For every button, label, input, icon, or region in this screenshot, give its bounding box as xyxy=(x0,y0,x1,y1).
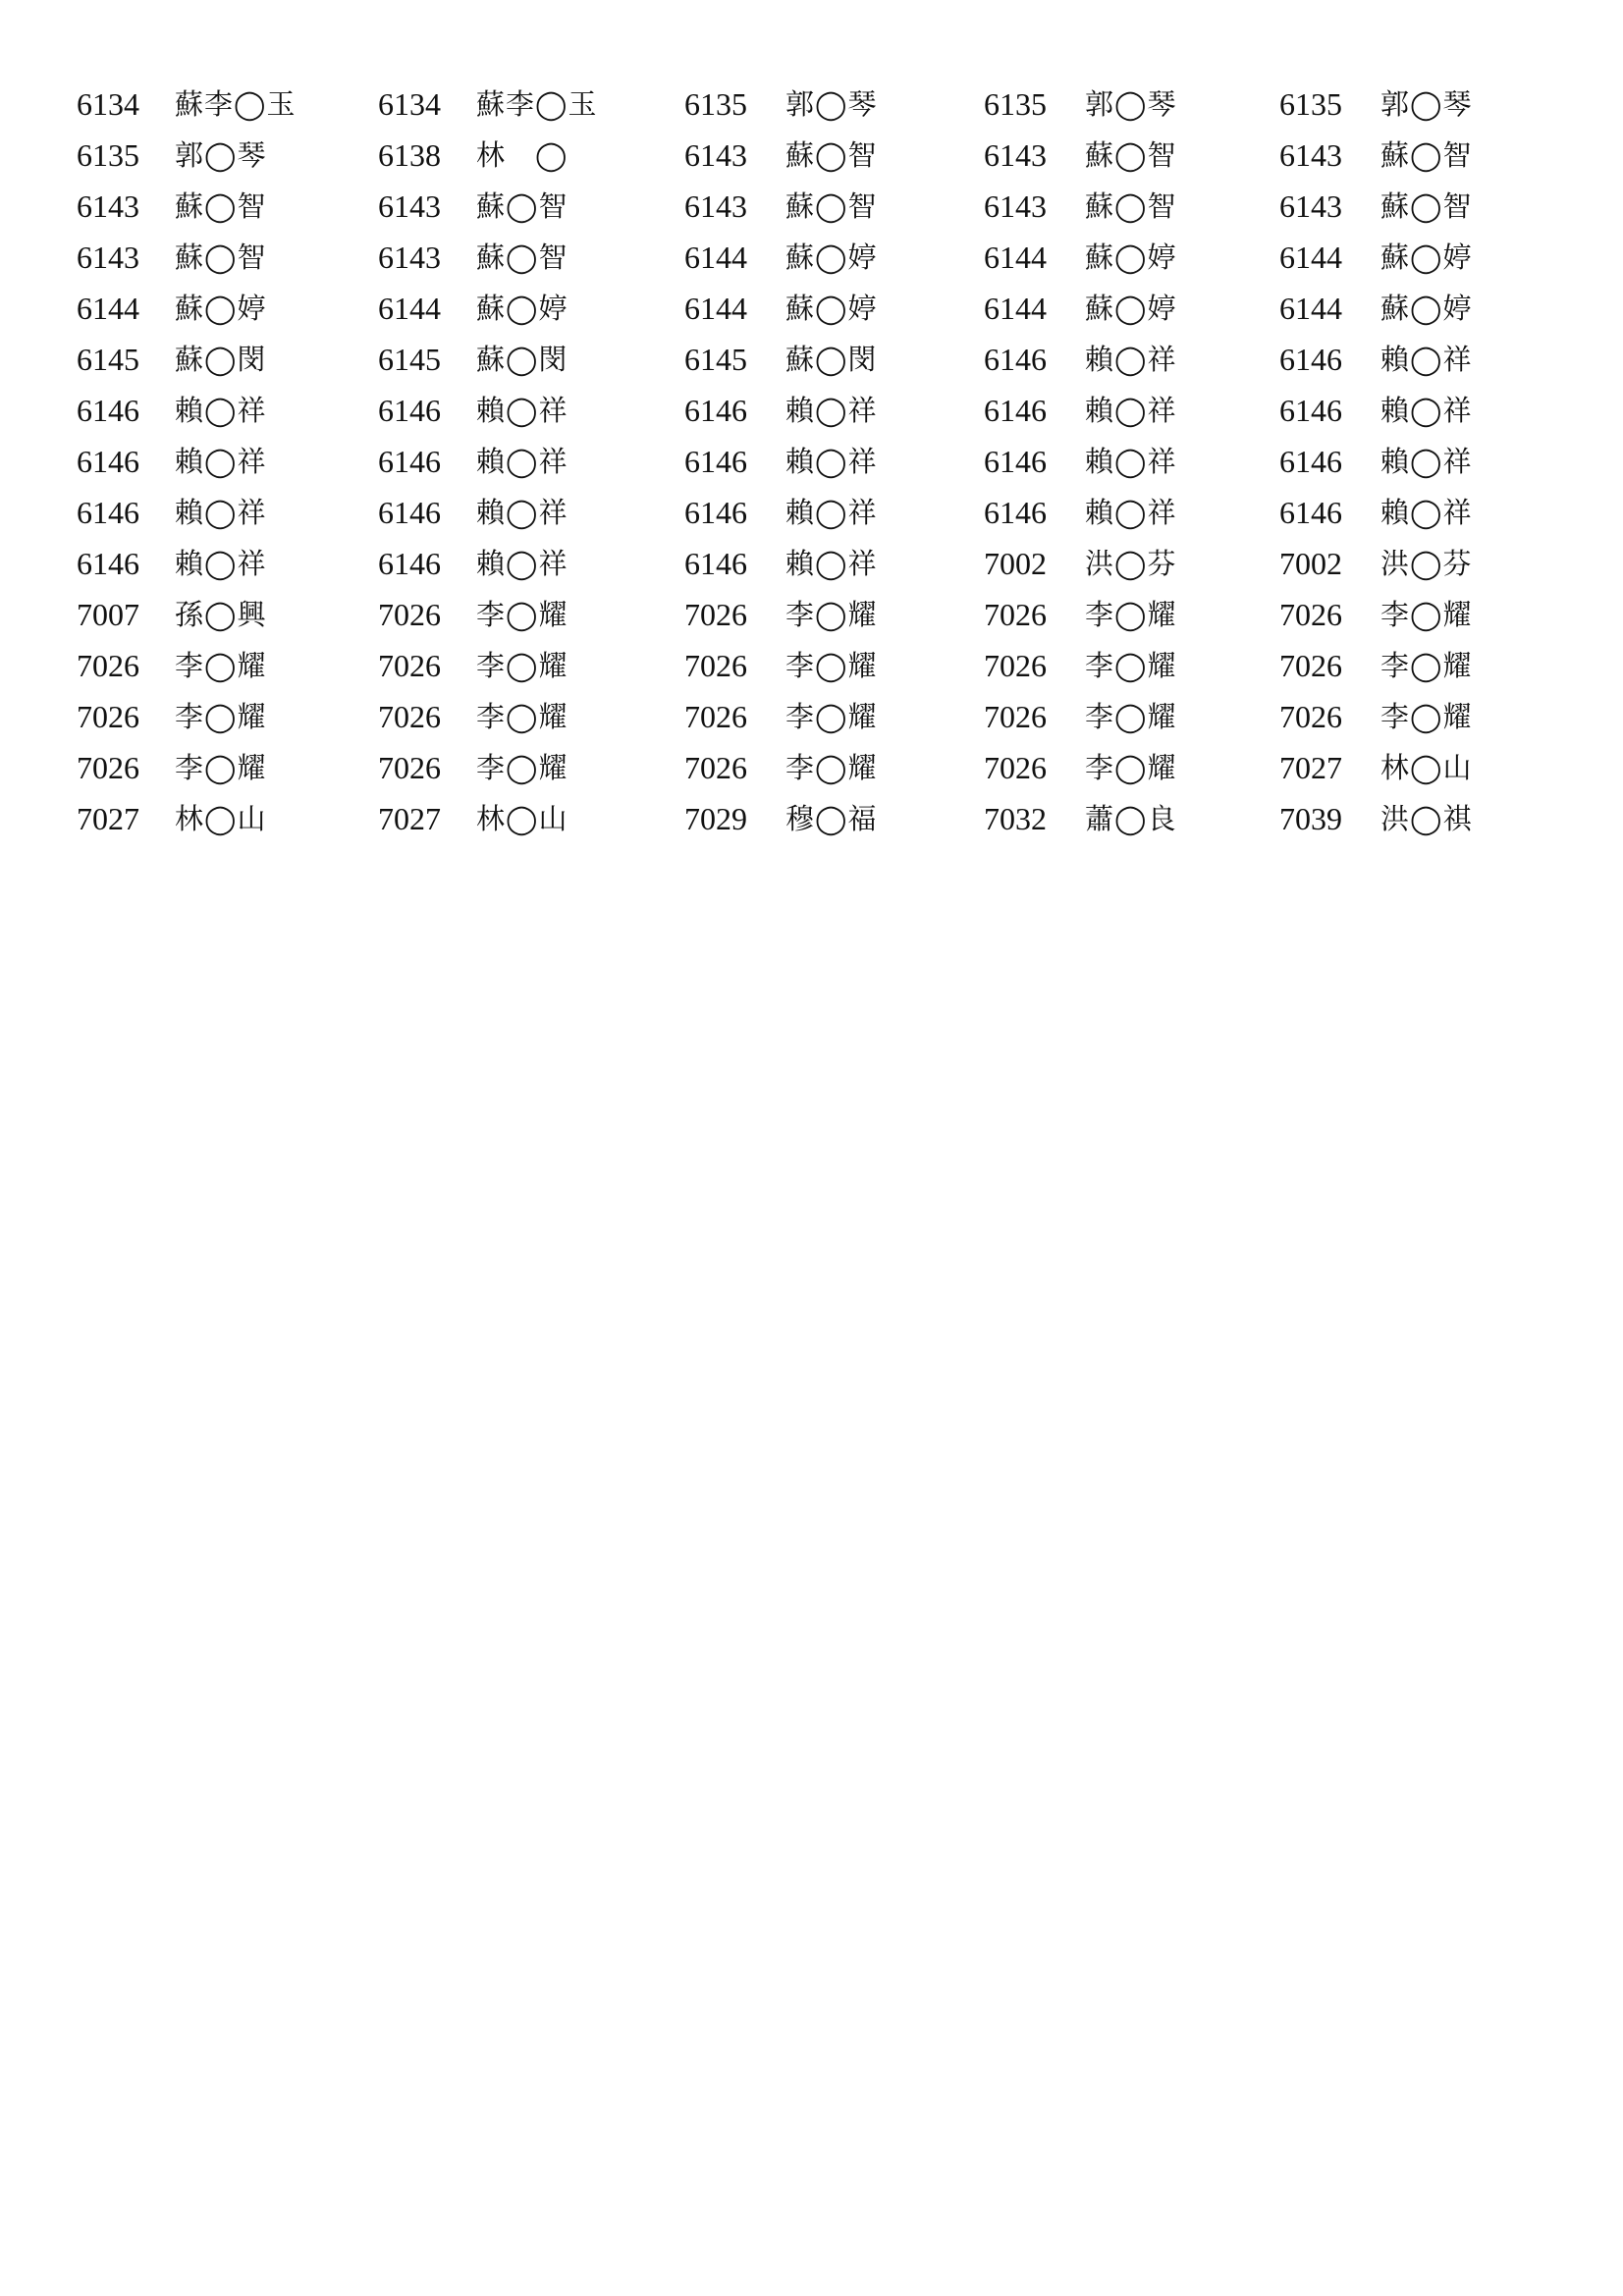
list-item xyxy=(77,232,378,283)
list-item xyxy=(1279,487,1476,538)
entry-number: 7026 xyxy=(984,699,1047,734)
list-item xyxy=(1279,181,1476,232)
entry-name: 賴◯祥 xyxy=(785,547,878,580)
list-item xyxy=(378,589,684,640)
entry-number: 6146 xyxy=(378,393,441,428)
entry-number: 7026 xyxy=(1279,597,1342,632)
entry-number: 7026 xyxy=(77,750,139,785)
entry-number: 6146 xyxy=(1279,393,1342,428)
entry-name: 李◯耀 xyxy=(175,751,267,784)
entry-name: 李◯耀 xyxy=(1085,751,1177,784)
entry-number: 7002 xyxy=(984,546,1047,581)
entry-number: 6144 xyxy=(984,291,1047,326)
entry-number: 6144 xyxy=(1279,240,1342,275)
entry-number: 6138 xyxy=(378,137,441,173)
entry-name: 蘇◯婷 xyxy=(1380,292,1473,325)
entry-number: 7026 xyxy=(684,750,747,785)
list-item xyxy=(984,436,1279,487)
list-item xyxy=(1279,385,1476,436)
entry-number: 6135 xyxy=(77,137,139,173)
list-item xyxy=(378,538,684,589)
list-item xyxy=(378,130,684,181)
list-item xyxy=(378,640,684,691)
entry-number: 6145 xyxy=(77,342,139,377)
entry-number: 6135 xyxy=(1279,86,1342,122)
list-item xyxy=(77,742,378,793)
entry-name: 賴◯祥 xyxy=(785,394,878,427)
list-item xyxy=(378,691,684,742)
entry-name: 賴◯祥 xyxy=(175,547,267,580)
entry-number: 7029 xyxy=(684,801,747,836)
entry-name: 蘇◯智 xyxy=(175,240,267,274)
list-item xyxy=(684,640,984,691)
entry-number: 7026 xyxy=(684,699,747,734)
entry-name: 蘇◯智 xyxy=(1380,189,1473,223)
list-item xyxy=(77,691,378,742)
entry-name: 蘇◯婷 xyxy=(476,292,568,325)
list-item xyxy=(77,385,378,436)
list-item xyxy=(1279,640,1476,691)
list-item xyxy=(1279,538,1476,589)
list-item xyxy=(77,181,378,232)
list-item xyxy=(984,79,1279,130)
entry-number: 7026 xyxy=(378,750,441,785)
entry-name: 蘇◯婷 xyxy=(785,240,878,274)
entry-number: 6143 xyxy=(378,188,441,224)
entry-number: 6146 xyxy=(684,546,747,581)
entry-name: 李◯耀 xyxy=(1380,649,1473,682)
list-item xyxy=(984,232,1279,283)
entry-number: 6143 xyxy=(984,137,1047,173)
entry-name: 蘇◯智 xyxy=(476,189,568,223)
entry-number: 7026 xyxy=(77,648,139,683)
entry-number: 6146 xyxy=(984,444,1047,479)
entry-name: 李◯耀 xyxy=(785,700,878,733)
entry-name: 洪◯祺 xyxy=(1380,802,1473,835)
entry-name: 賴◯祥 xyxy=(175,445,267,478)
entry-name: 李◯耀 xyxy=(476,598,568,631)
entry-name: 李◯耀 xyxy=(785,598,878,631)
entry-name: 李◯耀 xyxy=(1085,649,1177,682)
entry-name: 林 ◯ xyxy=(476,138,568,172)
entry-number: 6144 xyxy=(984,240,1047,275)
list-item xyxy=(684,742,984,793)
entry-name: 賴◯祥 xyxy=(175,496,267,529)
entry-number: 6146 xyxy=(684,495,747,530)
list-item xyxy=(1279,79,1476,130)
entry-number: 7026 xyxy=(1279,648,1342,683)
entry-name: 賴◯祥 xyxy=(1380,445,1473,478)
list-item xyxy=(984,487,1279,538)
entry-number: 6143 xyxy=(984,188,1047,224)
list-item xyxy=(378,232,684,283)
entry-number: 7027 xyxy=(378,801,441,836)
entry-number: 6145 xyxy=(684,342,747,377)
entry-name: 蘇◯智 xyxy=(1085,189,1177,223)
entry-name: 賴◯祥 xyxy=(476,394,568,427)
list-item xyxy=(984,691,1279,742)
list-item xyxy=(684,589,984,640)
entry-number: 6146 xyxy=(1279,342,1342,377)
list-item xyxy=(378,79,684,130)
entry-name: 蘇◯婷 xyxy=(1085,292,1177,325)
entry-name: 蘇◯婷 xyxy=(1380,240,1473,274)
list-item xyxy=(77,487,378,538)
list-item xyxy=(378,487,684,538)
entry-number: 6144 xyxy=(684,291,747,326)
list-item xyxy=(1279,742,1476,793)
entry-name: 蘇◯智 xyxy=(785,189,878,223)
list-item xyxy=(1279,283,1476,334)
entry-number: 6146 xyxy=(984,342,1047,377)
entry-number: 7026 xyxy=(378,648,441,683)
entry-number: 6146 xyxy=(378,495,441,530)
entry-name: 林◯山 xyxy=(175,802,267,835)
list-item xyxy=(1279,436,1476,487)
entry-number: 6143 xyxy=(77,240,139,275)
entry-number: 6146 xyxy=(1279,495,1342,530)
list-item xyxy=(984,742,1279,793)
entry-number: 6144 xyxy=(1279,291,1342,326)
entry-number: 7026 xyxy=(77,699,139,734)
entry-name: 蘇◯智 xyxy=(476,240,568,274)
entry-number: 6134 xyxy=(77,86,139,122)
entry-name: 蘇◯閔 xyxy=(785,343,878,376)
entry-number: 7026 xyxy=(684,597,747,632)
entry-name: 賴◯祥 xyxy=(1380,343,1473,376)
entry-name: 賴◯祥 xyxy=(175,394,267,427)
entry-number: 6143 xyxy=(684,137,747,173)
entry-name: 蘇◯智 xyxy=(1380,138,1473,172)
entry-name: 蘇◯智 xyxy=(1085,138,1177,172)
name-list xyxy=(77,79,1549,844)
entry-name: 蘇◯閔 xyxy=(476,343,568,376)
list-item xyxy=(77,436,378,487)
entry-number: 6143 xyxy=(1279,188,1342,224)
entry-number: 7026 xyxy=(684,648,747,683)
list-item xyxy=(77,283,378,334)
entry-number: 7026 xyxy=(984,597,1047,632)
entry-name: 賴◯祥 xyxy=(1085,445,1177,478)
entry-number: 6135 xyxy=(684,86,747,122)
list-item xyxy=(1279,130,1476,181)
entry-number: 7026 xyxy=(984,648,1047,683)
entry-number: 6146 xyxy=(684,393,747,428)
list-item xyxy=(684,436,984,487)
entry-name: 李◯耀 xyxy=(785,751,878,784)
entry-name: 蘇◯婷 xyxy=(1085,240,1177,274)
entry-number: 7026 xyxy=(378,597,441,632)
list-item xyxy=(378,742,684,793)
list-item xyxy=(1279,793,1476,844)
entry-name: 賴◯祥 xyxy=(476,496,568,529)
entry-number: 6146 xyxy=(378,444,441,479)
entry-number: 6144 xyxy=(77,291,139,326)
entry-number: 7026 xyxy=(1279,699,1342,734)
entry-name: 洪◯芬 xyxy=(1380,547,1473,580)
entry-name: 郭◯琴 xyxy=(175,138,267,172)
list-item xyxy=(77,589,378,640)
list-item xyxy=(77,79,378,130)
entry-name: 郭◯琴 xyxy=(785,87,878,121)
entry-number: 7026 xyxy=(984,750,1047,785)
entry-number: 6143 xyxy=(77,188,139,224)
entry-name: 林◯山 xyxy=(476,802,568,835)
entry-number: 7032 xyxy=(984,801,1047,836)
list-item xyxy=(378,283,684,334)
entry-name: 賴◯祥 xyxy=(1085,343,1177,376)
list-item xyxy=(684,283,984,334)
list-item xyxy=(684,334,984,385)
entry-name: 賴◯祥 xyxy=(1380,496,1473,529)
entry-number: 7002 xyxy=(1279,546,1342,581)
list-item xyxy=(684,691,984,742)
entry-name: 李◯耀 xyxy=(476,649,568,682)
entry-name: 賴◯祥 xyxy=(476,445,568,478)
list-item xyxy=(984,181,1279,232)
entry-number: 7027 xyxy=(77,801,139,836)
entry-number: 7039 xyxy=(1279,801,1342,836)
entry-name: 李◯耀 xyxy=(1380,700,1473,733)
list-item xyxy=(984,385,1279,436)
list-item xyxy=(684,232,984,283)
entry-number: 6146 xyxy=(77,546,139,581)
entry-name: 李◯耀 xyxy=(175,700,267,733)
entry-number: 6146 xyxy=(1279,444,1342,479)
list-item xyxy=(1279,691,1476,742)
entry-number: 6143 xyxy=(684,188,747,224)
entry-name: 李◯耀 xyxy=(476,700,568,733)
entry-number: 6146 xyxy=(378,546,441,581)
entry-name: 蕭◯良 xyxy=(1085,802,1177,835)
list-item xyxy=(378,334,684,385)
entry-number: 6143 xyxy=(1279,137,1342,173)
list-item xyxy=(984,283,1279,334)
list-item xyxy=(684,130,984,181)
entry-name: 蘇◯智 xyxy=(785,138,878,172)
entry-number: 6146 xyxy=(77,444,139,479)
entry-number: 6144 xyxy=(684,240,747,275)
list-item xyxy=(378,793,684,844)
list-item xyxy=(984,130,1279,181)
entry-name: 賴◯祥 xyxy=(785,496,878,529)
list-item xyxy=(1279,589,1476,640)
entry-number: 6144 xyxy=(378,291,441,326)
entry-number: 6146 xyxy=(984,393,1047,428)
entry-name: 孫◯興 xyxy=(175,598,267,631)
list-item xyxy=(984,334,1279,385)
list-item xyxy=(1279,232,1476,283)
entry-name: 李◯耀 xyxy=(1085,700,1177,733)
entry-name: 賴◯祥 xyxy=(1380,394,1473,427)
entry-number: 6145 xyxy=(378,342,441,377)
entry-name: 賴◯祥 xyxy=(785,445,878,478)
entry-name: 洪◯芬 xyxy=(1085,547,1177,580)
entry-number: 6135 xyxy=(984,86,1047,122)
entry-number: 6146 xyxy=(77,393,139,428)
entry-number: 7026 xyxy=(378,699,441,734)
entry-name: 李◯耀 xyxy=(476,751,568,784)
list-item xyxy=(684,487,984,538)
entry-name: 郭◯琴 xyxy=(1085,87,1177,121)
entry-name: 蘇◯婷 xyxy=(175,292,267,325)
entry-name: 李◯耀 xyxy=(785,649,878,682)
list-item xyxy=(77,130,378,181)
entry-name: 蘇◯閔 xyxy=(175,343,267,376)
list-item xyxy=(984,589,1279,640)
entry-name: 賴◯祥 xyxy=(1085,496,1177,529)
entry-name: 李◯耀 xyxy=(175,649,267,682)
list-item xyxy=(77,334,378,385)
list-item xyxy=(684,793,984,844)
list-item xyxy=(684,538,984,589)
entry-name: 蘇◯婷 xyxy=(785,292,878,325)
entry-name: 蘇◯智 xyxy=(175,189,267,223)
list-item xyxy=(684,79,984,130)
list-item xyxy=(984,793,1279,844)
list-item xyxy=(77,640,378,691)
entry-name: 林◯山 xyxy=(1380,751,1473,784)
entry-name: 賴◯祥 xyxy=(1085,394,1177,427)
entry-number: 6146 xyxy=(684,444,747,479)
list-item xyxy=(1279,334,1476,385)
entry-name: 蘇李◯玉 xyxy=(476,87,598,121)
list-item xyxy=(378,181,684,232)
list-item xyxy=(984,640,1279,691)
entry-number: 6146 xyxy=(77,495,139,530)
list-item xyxy=(378,385,684,436)
entry-name: 賴◯祥 xyxy=(476,547,568,580)
entry-number: 6143 xyxy=(378,240,441,275)
entry-number: 6146 xyxy=(984,495,1047,530)
entry-name: 李◯耀 xyxy=(1085,598,1177,631)
entry-number: 7027 xyxy=(1279,750,1342,785)
entry-name: 郭◯琴 xyxy=(1380,87,1473,121)
list-item xyxy=(684,385,984,436)
list-item xyxy=(984,538,1279,589)
list-item xyxy=(378,436,684,487)
entry-name: 穆◯福 xyxy=(785,802,878,835)
entry-number: 6134 xyxy=(378,86,441,122)
list-item xyxy=(684,181,984,232)
list-item xyxy=(77,538,378,589)
entry-name: 李◯耀 xyxy=(1380,598,1473,631)
entry-name: 蘇李◯玉 xyxy=(175,87,297,121)
list-item xyxy=(77,793,378,844)
entry-number: 7007 xyxy=(77,597,139,632)
